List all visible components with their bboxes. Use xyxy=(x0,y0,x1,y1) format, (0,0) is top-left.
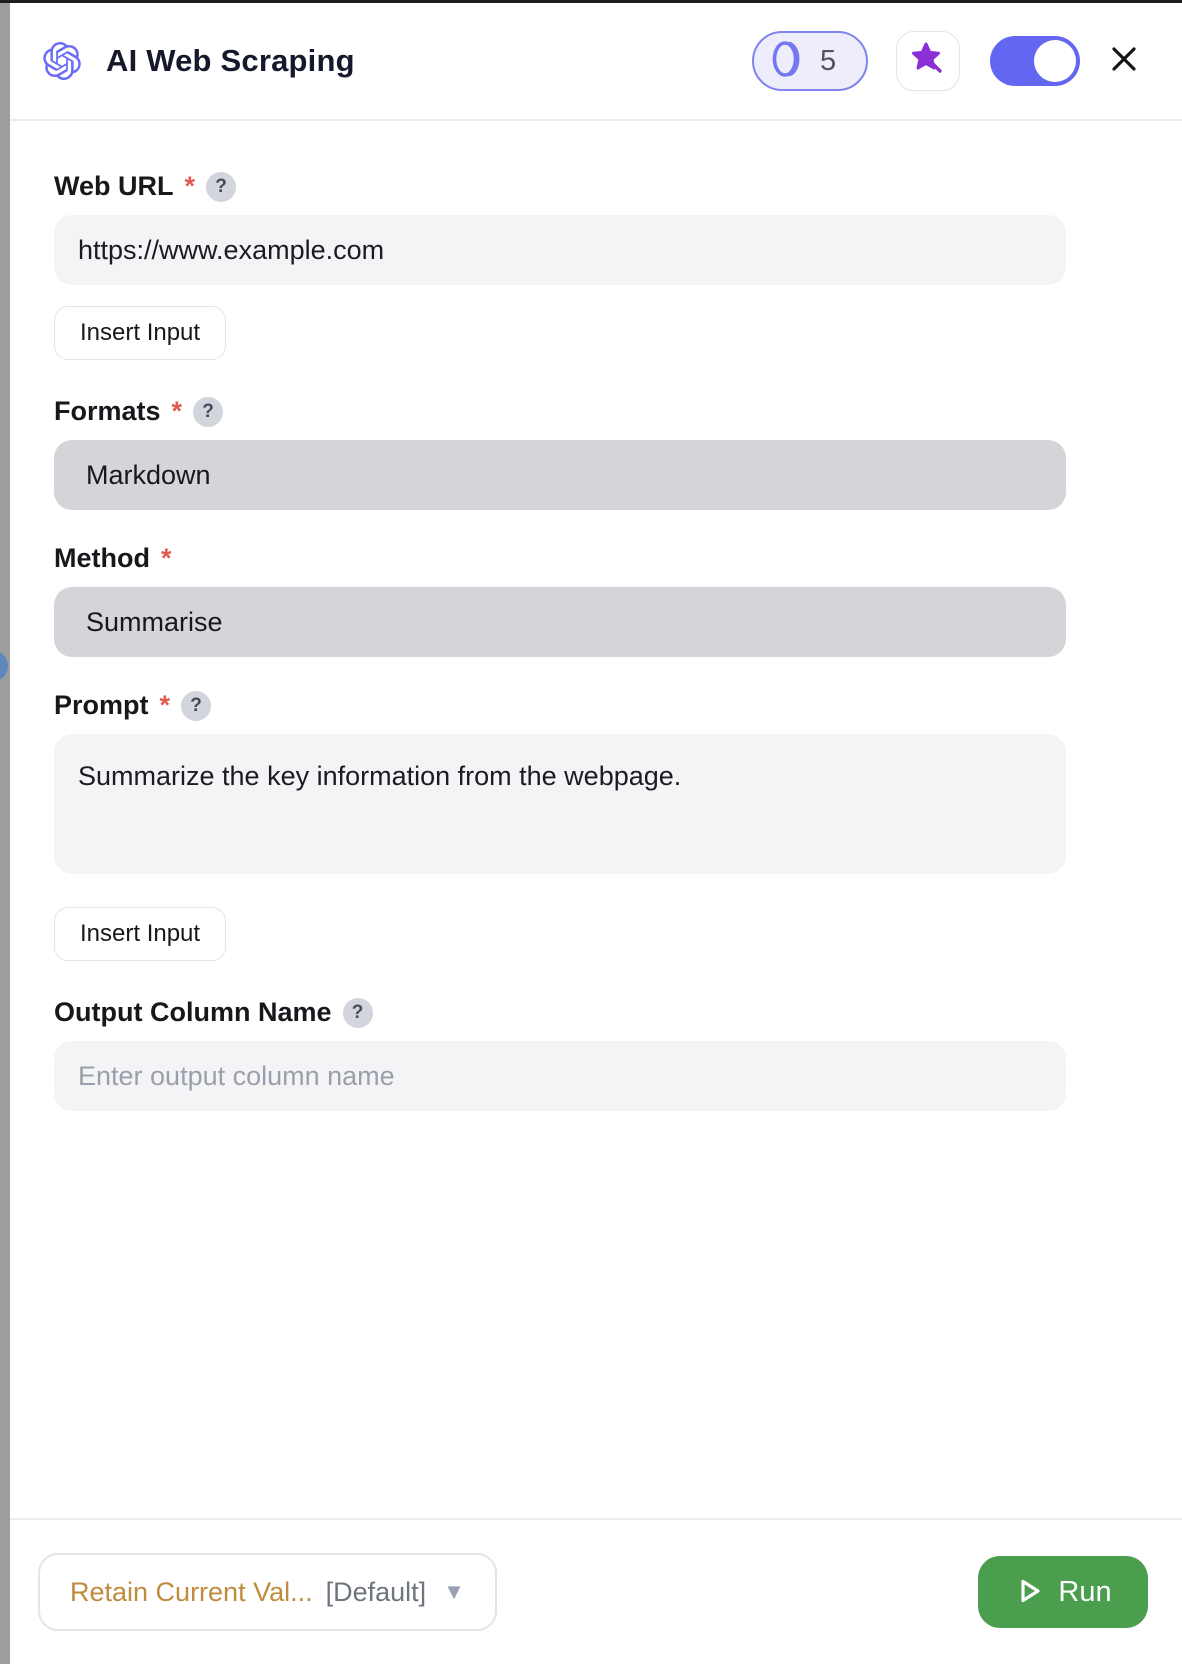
web-url-label: Web URL xyxy=(54,171,174,201)
web-url-input[interactable] xyxy=(54,215,1066,285)
insert-input-button-prompt[interactable]: Insert Input xyxy=(54,907,226,961)
retain-value-dropdown[interactable] xyxy=(38,1553,497,1631)
prompt-label: Prompt xyxy=(54,690,149,720)
magic-wand-button[interactable] xyxy=(896,31,960,91)
default-suffix: [Default] xyxy=(325,1576,427,1607)
window-top-edge xyxy=(0,0,1182,3)
required-asterisk: * xyxy=(184,171,196,201)
header-actions xyxy=(752,31,1146,91)
formats-label-row xyxy=(54,396,1066,427)
panel-footer xyxy=(10,1518,1182,1664)
help-icon[interactable]: ? xyxy=(193,397,223,427)
magic-wand-icon xyxy=(911,42,945,81)
web-url-label-row xyxy=(54,171,1066,202)
method-select[interactable]: Summarise xyxy=(54,587,1066,657)
output-column-input[interactable] xyxy=(54,1041,1066,1111)
method-label-row xyxy=(54,543,1066,574)
panel-title: AI Web Scraping xyxy=(106,43,355,78)
prompt-label-row xyxy=(54,690,1066,721)
output-column-label: Output Column Name xyxy=(54,997,332,1027)
prompt-textarea[interactable] xyxy=(54,734,1066,874)
formats-label: Formats xyxy=(54,396,161,426)
openai-logo-icon xyxy=(43,42,81,80)
required-asterisk: * xyxy=(171,396,183,426)
run-button[interactable] xyxy=(978,1556,1148,1628)
required-asterisk: * xyxy=(159,690,171,720)
method-label: Method xyxy=(54,543,150,573)
form-content xyxy=(10,121,1182,1518)
credits-count: 5 xyxy=(820,44,837,77)
credits-pill[interactable] xyxy=(752,31,868,91)
close-button[interactable] xyxy=(1102,39,1146,83)
required-asterisk: * xyxy=(160,543,172,573)
retain-value-text: Retain Current Val... xyxy=(70,1576,313,1607)
run-button-label: Run xyxy=(1058,1575,1112,1608)
formats-select[interactable]: Markdown xyxy=(54,440,1066,510)
help-icon[interactable]: ? xyxy=(343,998,373,1028)
help-icon[interactable]: ? xyxy=(206,172,236,202)
toggle-switch[interactable] xyxy=(990,36,1080,86)
background-node-handle xyxy=(0,651,8,681)
play-icon xyxy=(1014,1576,1044,1609)
background-page-sliver xyxy=(0,3,10,1664)
close-icon xyxy=(1108,43,1140,80)
coin-icon xyxy=(772,39,806,84)
caret-down-icon: ▼ xyxy=(443,1579,465,1604)
ai-web-scraping-panel xyxy=(10,3,1182,1664)
toggle-knob xyxy=(1034,40,1076,82)
help-icon[interactable]: ? xyxy=(181,691,211,721)
insert-input-button-url[interactable]: Insert Input xyxy=(54,306,226,360)
panel-header xyxy=(10,3,1182,121)
output-column-label-row xyxy=(54,997,1066,1028)
